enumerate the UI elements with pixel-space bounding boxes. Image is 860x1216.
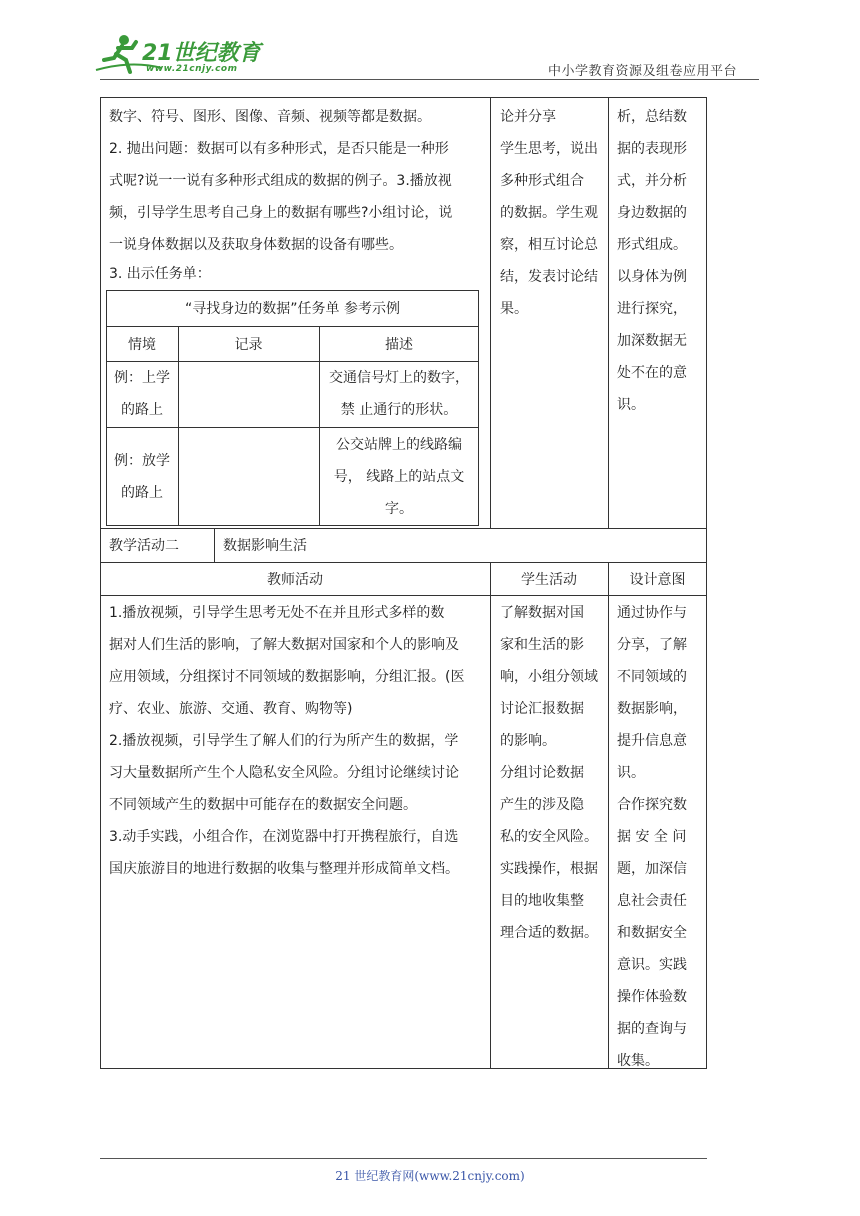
text-line: 实践操作，根据 — [500, 861, 598, 877]
text-line: 提升信息意 — [617, 733, 687, 749]
text-line: 国庆旅游目的地进行数据的收集与整理并形成简单文档。 — [109, 861, 459, 877]
text-line: 数字、符号、图形、图像、音频、视频等都是数据。 — [109, 109, 431, 125]
text-line: 据的表现形 — [617, 141, 687, 157]
text-line: 学生思考，说出 — [500, 141, 598, 157]
text-line: 身边数据的 — [617, 205, 687, 221]
text-line: 的数据。学生观 — [500, 205, 598, 221]
logo-text: 21世纪教育 — [142, 41, 261, 66]
task-header-record: 记录 — [234, 336, 263, 353]
text-line: 题，加深信 — [617, 861, 687, 877]
text-line: 合作探究数 — [617, 797, 687, 813]
task-row-desc — [319, 361, 479, 427]
text-line: 交通信号灯上的数字， — [329, 370, 469, 386]
teacher-activity-text — [109, 597, 487, 885]
text-line: 了解数据对国 — [500, 605, 584, 621]
text-line: 识。 — [617, 397, 645, 413]
text-line: 式，并分析 — [617, 173, 687, 189]
header-student-activity: 学生活动 — [521, 571, 577, 588]
text-line: 讨论汇报数据 — [500, 701, 584, 717]
task-row-record — [178, 361, 319, 427]
text-line: 2. 抛出问题：数据可以有多种形式，是否只能是一种形 — [109, 141, 449, 157]
activity-label: 教学活动二 — [109, 538, 179, 554]
text-line: 式呢?说一一说有多种形式组成的数据的例子。3.播放视 — [109, 173, 452, 189]
design-intent-text — [617, 597, 703, 1077]
text-line: 禁 止通行的形状。 — [340, 402, 458, 418]
text-line: 据对人们生活的影响，了解大数据对国家和个人的影响及 — [109, 637, 459, 653]
text-line: 应用领域，分组探讨不同领域的数据影响，分组汇报。(医 — [109, 669, 465, 685]
text-line: 疗、农业、旅游、交通、教育、购物等) — [109, 701, 353, 717]
design-intent-text — [617, 101, 703, 421]
footer-divider — [100, 1158, 707, 1159]
text-line: 息社会责任 — [617, 893, 687, 909]
text-line: 多种形式组合 — [500, 173, 584, 189]
text-line: 公交站牌上的线路编 — [336, 436, 462, 453]
text-line: 加深数据无 — [617, 333, 687, 349]
task-row-desc — [319, 427, 479, 526]
col-divider — [490, 562, 491, 1069]
text-line: 分享，了解 — [617, 637, 687, 653]
text-line: 一说身体数据以及获取身体数据的设备有哪些。 — [109, 237, 403, 253]
row-divider — [100, 595, 707, 596]
header-design-intent: 设计意图 — [629, 571, 686, 588]
text-line: 1.播放视频，引导学生思考无处不在并且形式多样的数 — [109, 605, 445, 621]
text-line: 和数据安全 — [617, 925, 687, 941]
site-logo — [92, 30, 262, 78]
text-line: 的路上 — [121, 484, 163, 501]
text-line: 以身体为例 — [617, 269, 687, 285]
task-row-scene — [106, 361, 178, 427]
col-divider — [608, 562, 609, 1069]
text-line: 不同领域产生的数据中可能存在的数据安全问题。 — [109, 797, 417, 813]
text-line: 识。 — [617, 765, 645, 781]
text-line: 察，相互讨论总 — [500, 237, 598, 253]
task-header-scene: 情境 — [128, 336, 156, 353]
col-divider — [608, 97, 609, 528]
text-line: 结，发表讨论结 — [500, 269, 598, 285]
text-line: 处不在的意 — [617, 365, 687, 381]
text-line: 产生的涉及隐 — [500, 797, 584, 813]
text-line: 据的查询与 — [617, 1021, 687, 1037]
text-line: 响，小组分领域 — [500, 669, 598, 685]
footer-text: 21 世纪教育网(www.21cnjy.com) — [335, 1169, 525, 1183]
text-line: 分组讨论数据 — [500, 765, 584, 781]
task-row-scene — [106, 427, 178, 526]
text-line: 形式组成。 — [617, 237, 687, 253]
text-line: 果。 — [500, 301, 528, 317]
text-line: 论并分享 — [500, 109, 556, 125]
text-line: 据 安 全 问 — [617, 829, 687, 845]
text-line: 2.播放视频，引导学生了解人们的行为所产生的数据，学 — [109, 733, 459, 749]
text-line: 家和生活的影 — [500, 637, 584, 653]
text-line: 收集。 — [617, 1053, 659, 1069]
text-line: 理合适的数据。 — [500, 925, 598, 941]
header-divider — [100, 79, 759, 80]
activity-name: 数据影响生活 — [223, 538, 307, 554]
text-line: 私的安全风险。 — [500, 829, 598, 845]
text-line: 析，总结数 — [617, 109, 687, 125]
text-line: 例：上学 — [114, 370, 170, 386]
task-table-title: “寻找身边的数据”任务单 参考示例 — [185, 301, 400, 317]
text-line: 通过协作与 — [617, 605, 687, 621]
text-line: 的路上 — [121, 402, 163, 418]
text-line: 3.动手实践，小组合作，在浏览器中打开携程旅行，自选 — [109, 829, 459, 845]
text-line: 频，引导学生思考自己身上的数据有哪些?小组讨论，说 — [109, 205, 453, 221]
text-line: 字。 — [385, 500, 413, 517]
header-teacher-activity: 教师活动 — [267, 571, 323, 588]
student-activity-text — [500, 101, 604, 325]
text-line: 不同领域的 — [617, 669, 687, 685]
text-line: 目的地收集整 — [500, 893, 584, 909]
text-line: 意识。实践 — [617, 957, 687, 973]
teacher-activity-text — [109, 101, 485, 287]
text-line: 号， 线路上的站点文 — [333, 468, 465, 485]
task-header-desc: 描述 — [385, 336, 413, 353]
header-tagline: 中小学教育资源及组卷应用平台 — [548, 64, 738, 79]
text-line: 习大量数据所产生个人隐私安全风险。分组讨论继续讨论 — [109, 765, 459, 781]
logo-url: www.21cnjy.com — [146, 64, 238, 74]
student-activity-text — [500, 597, 604, 949]
text-line: 例：放学 — [114, 452, 170, 469]
text-line: 进行探究， — [617, 301, 687, 317]
col-divider — [490, 97, 491, 528]
text-line: 3. 出示任务单： — [109, 266, 211, 282]
text-line: 的影响。 — [500, 733, 556, 749]
text-line: 数据影响， — [617, 701, 687, 717]
task-row-record — [178, 427, 319, 526]
text-line: 操作体验数 — [617, 989, 687, 1005]
